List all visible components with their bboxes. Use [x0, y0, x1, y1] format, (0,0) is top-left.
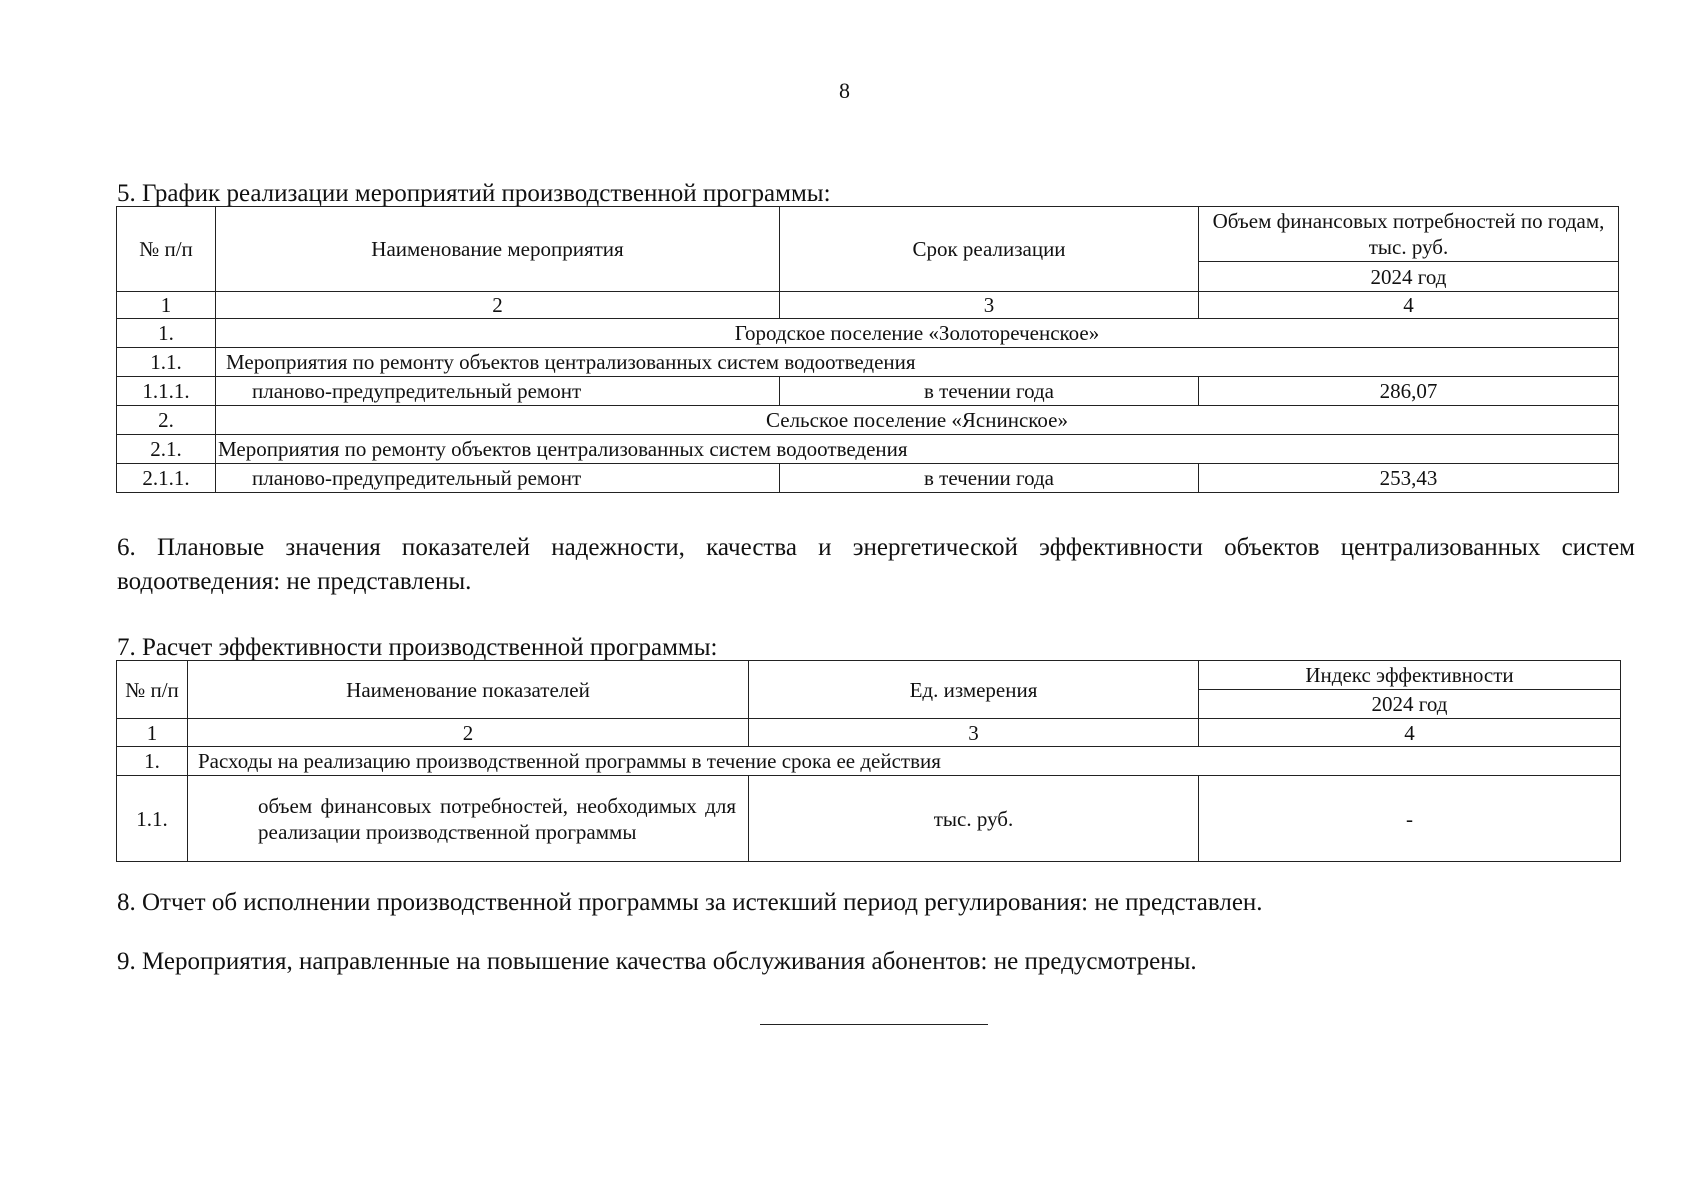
column-number-row [117, 292, 1619, 319]
header-activity-name: Наименование мероприятия [216, 207, 780, 292]
table-row [117, 348, 1619, 377]
table-row [117, 319, 1619, 348]
schedule-table [116, 206, 1619, 493]
activity-name: планово-предупредительный ремонт [216, 464, 780, 493]
section-8-text: 8. Отчет об исполнении производственной программы за истекший период регулирования: не представлен. [117, 889, 1263, 916]
section-5-title: 5. График реализации мероприятий производственной программы: [117, 180, 831, 207]
table-row [117, 464, 1619, 493]
header-year: 2024 год [1199, 262, 1619, 292]
activity-name: планово-предупредительный ремонт [216, 377, 780, 406]
row-num: 1.1. [117, 348, 216, 377]
table-row [117, 435, 1619, 464]
activity-group: Мероприятия по ремонту объектов централизованных систем водоотведения [216, 435, 1619, 464]
table-row [117, 747, 1621, 776]
header-num: № п/п [117, 661, 188, 719]
indicator-unit: тыс. руб. [749, 776, 1199, 862]
header-num: № п/п [117, 207, 216, 292]
row-num: 2. [117, 406, 216, 435]
header-efficiency-index: Индекс эффективности [1199, 661, 1621, 690]
row-num: 1. [117, 319, 216, 348]
indicator-name: объем финансовых потребностей, необходимых для реализации производственной программы [188, 776, 749, 862]
settlement-title: Городское поселение «Золотореченское» [216, 319, 1619, 348]
row-num: 2.1. [117, 435, 216, 464]
row-num: 1. [117, 747, 188, 776]
activity-value: 253,43 [1199, 464, 1619, 493]
activity-value: 286,07 [1199, 377, 1619, 406]
table-row [117, 776, 1621, 862]
section-7-title: 7. Расчет эффективности производственной программы: [117, 634, 718, 661]
header-unit: Ед. измерения [749, 661, 1199, 719]
col-number: 1 [117, 719, 188, 747]
indicator-group: Расходы на реализацию производственной программы в течение срока ее действия [188, 747, 1621, 776]
activity-term: в течении года [780, 377, 1199, 406]
section-6-text: 6. Плановые значения показателей надежности, качества и энергетической эффективности объектов централизованных систем водоотведения: не представлены. [117, 534, 1635, 595]
col-number: 4 [1199, 292, 1619, 319]
col-number: 4 [1199, 719, 1621, 747]
section-9-text: 9. Мероприятия, направленные на повышение качества обслуживания абонентов: не предусмотрены. [117, 948, 1197, 975]
settlement-title: Сельское поселение «Яснинское» [216, 406, 1619, 435]
col-number: 2 [216, 292, 780, 319]
efficiency-table [116, 660, 1621, 862]
row-num: 2.1.1. [117, 464, 216, 493]
table-row [117, 377, 1619, 406]
col-number: 3 [780, 292, 1199, 319]
row-num: 1.1. [117, 776, 188, 862]
row-num: 1.1.1. [117, 377, 216, 406]
page-number: 8 [839, 78, 850, 103]
header-financial-volume: Объем финансовых потребностей по годам, тыс. руб. [1199, 207, 1619, 262]
header-indicator-name: Наименование показателей [188, 661, 749, 719]
end-divider [760, 1024, 988, 1025]
header-term: Срок реализации [780, 207, 1199, 292]
column-number-row [117, 719, 1621, 747]
activity-group: Мероприятия по ремонту объектов централизованных систем водоотведения [216, 348, 1619, 377]
col-number: 3 [749, 719, 1199, 747]
table-row [117, 406, 1619, 435]
activity-term: в течении года [780, 464, 1199, 493]
header-year: 2024 год [1199, 690, 1621, 719]
col-number: 2 [188, 719, 749, 747]
indicator-value: - [1199, 776, 1621, 862]
col-number: 1 [117, 292, 216, 319]
